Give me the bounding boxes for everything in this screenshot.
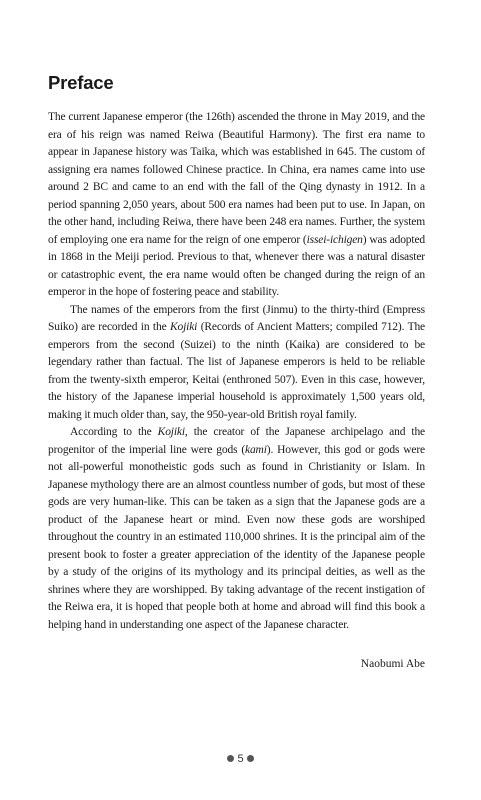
paragraph-2-text-1: The names of the emperors from the first (Jinmu) to the thirty-third (Empress Suiko) are recorded in the: [48, 303, 425, 333]
bullet-dot-icon: [247, 755, 254, 762]
page-title: Preface: [48, 72, 114, 93]
page-footer: [0, 752, 481, 766]
paragraph-1-italic-1: issei-ichigen: [306, 233, 363, 246]
paragraph-3: [48, 424, 425, 634]
paragraph-2: [48, 302, 425, 425]
paragraph-3-italic-2: kami: [245, 443, 267, 456]
paragraph-2-italic-1: Kojiki: [170, 321, 198, 333]
paragraph-1: [48, 109, 425, 302]
paragraph-1-text-2: ) was adopted in 1868 in the Meiji period. Previous to that, whenever there was a natural disaster or catastrophic event, the era name would often be changed during the reign of an emperor in the hope of fostering peace and stability.: [48, 233, 425, 298]
paragraph-3-text-3: ). However, this god or gods were not all-powerful monotheistic gods such as found in Christianity or Islam. In Japanese mythology there are an almost countless number of gods, but most of these gods are very human-like. This can be taken as a sign that the Japanese gods are a product of the Japanese heart or mind. Even now these gods are worshiped throughout the country in an estimated 110,000 shrines. It is the principal aim of the present book to foster a greater appreciation of the identity of the Japanese people by a study of the origins of its mythology and its principal deities, as well as the shrines where they are worshipped. By taking advantage of the recent instigation of the Reiwa era, it is hoped that people both at home and abroad will find this book a helping hand in understanding one aspect of the Japanese character.: [48, 443, 425, 631]
paragraph-3-text-2: , the creator of the Japanese archipelago and the progenitor of the imperial line were gods (: [48, 426, 425, 456]
page-number: 5: [237, 753, 244, 765]
paragraph-3-text-1: According to the: [70, 426, 158, 438]
paragraph-1-text-1: The current Japanese emperor (the 126th) ascended the throne in May 2019, and the era of his reign was named Reiwa (Beautiful Harmony). The first era name to appear in Japanese history was Taika, which was established in 645. The custom of assigning era names followed Chinese practice. In China, era names came into use around 2 BC and came to an end with the fall of the Qing dynasty in 1912. In a period spanning 2,050 years, about 500 era names had been put to use. In Japan, on the other hand, including Reiwa, there have been 248 era names. Further, the system of employing one era name for the reign of one emperor (: [48, 111, 425, 246]
paragraph-3-italic-1: Kojiki: [157, 426, 185, 438]
paragraph-2-text-2: (Records of Ancient Matters; compiled 712). The emperors from the second (Suizei) to the ninth (Kaika) are considered to be legendary rather than factual. The list of Japanese emperors is held to be reliable from the twenty-sixth emperor, Keitai (enthroned 507). Even in this case, however, the history of the Japanese imperial household is approximately 1,500 years old, making it much older than, say, the 950-year-old British royal family.: [48, 321, 425, 421]
author-signature: Naobumi Abe: [360, 658, 425, 670]
preface-body: [48, 109, 425, 634]
bullet-dot-icon: [227, 755, 234, 762]
